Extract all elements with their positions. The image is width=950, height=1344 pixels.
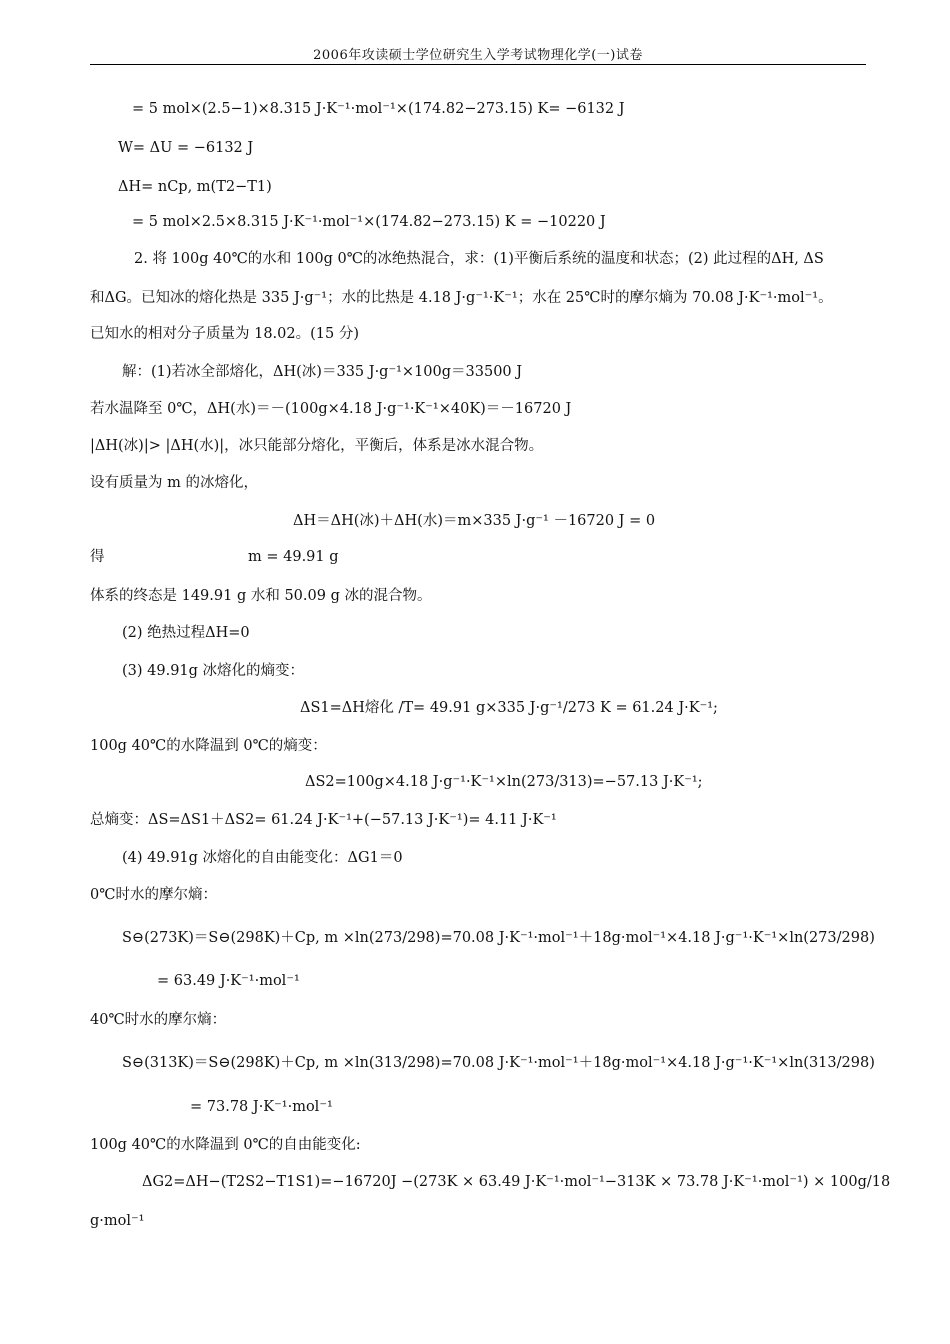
page-header: 2006年攻读硕士学位研究生入学考试物理化学(一)试卷 [313,48,643,63]
text-line: ΔG2=ΔH−(T2S2−T1S1)=−16720J −(273K × 63.49 J·K⁻¹·mol⁻¹−313K × 73.78 J·K⁻¹·mol⁻¹) × 100g/18 [142,1174,891,1190]
text-line: m = 49.91 g [248,549,339,565]
text-line: (2) 绝热过程ΔH=0 [122,625,250,641]
text-line: (4) 49.91g 冰熔化的自由能变化：ΔG1＝0 [122,850,403,866]
text-line: 100g 40℃的水降温到 0℃的熵变： [90,738,327,754]
text-line: 得 [90,549,105,565]
text-line: 若水温降至 0℃，ΔH(水)＝－(100g×4.18 J·g⁻¹·K⁻¹×40K)＝－16720 J [90,401,572,417]
text-line: (3) 49.91g 冰熔化的熵变： [122,663,305,679]
text-line: 设有质量为 m 的冰熔化， [90,475,258,491]
text-line: = 5 mol×(2.5−1)×8.315 J·K⁻¹·mol⁻¹×(174.82−273.15) K= −6132 J [132,101,625,117]
text-line: 100g 40℃的水降温到 0℃的自由能变化: [90,1137,361,1153]
text-line: 已知水的相对分子质量为 18.02。(15 分) [90,326,359,342]
text-line: S⊖(273K)＝S⊖(298K)＋Cp, m ×ln(273/298)=70.08 J·K⁻¹·mol⁻¹＋18g·mol⁻¹×4.18 J·g⁻¹·K⁻¹×ln(273/298) [122,930,875,946]
text-line: W= ΔU = −6132 J [118,140,254,156]
text-line: 0℃时水的摩尔熵： [90,887,217,903]
header-rule [90,64,866,65]
text-line: 总熵变：ΔS=ΔS1＋ΔS2= 61.24 J·K⁻¹+(−57.13 J·K⁻¹)= 4.11 J·K⁻¹ [90,812,557,828]
text-line: S⊖(313K)＝S⊖(298K)＋Cp, m ×ln(313/298)=70.08 J·K⁻¹·mol⁻¹＋18g·mol⁻¹×4.18 J·g⁻¹·K⁻¹×ln(313/298) [122,1055,875,1071]
text-line: g·mol⁻¹ [90,1213,145,1229]
text-line: 和ΔG。已知冰的熔化热是 335 J·g⁻¹；水的比热是 4.18 J·g⁻¹·K⁻¹；水在 25℃时的摩尔熵为 70.08 J·K⁻¹·mol⁻¹。 [90,290,833,306]
text-line: = 5 mol×2.5×8.315 J·K⁻¹·mol⁻¹×(174.82−273.15) K = −10220 J [132,214,606,230]
text-line: ΔH＝ΔH(冰)＋ΔH(水)＝m×335 J·g⁻¹ －16720 J = 0 [293,513,656,529]
text-line: ΔH= nCp, m(T2−T1) [118,179,272,195]
text-line: = 73.78 J·K⁻¹·mol⁻¹ [190,1099,333,1115]
text-line: 解：(1)若冰全部熔化，ΔH(冰)＝335 J·g⁻¹×100g＝33500 J [122,364,523,380]
text-line: 40℃时水的摩尔熵： [90,1012,227,1028]
text-line: 体系的终态是 149.91 g 水和 50.09 g 冰的混合物。 [90,588,432,604]
text-line: 2. 将 100g 40℃的水和 100g 0℃的冰绝热混合，求：(1)平衡后系统的温度和状态；(2) 此过程的ΔH, ΔS [134,251,824,267]
text-line: ΔS2=100g×4.18 J·g⁻¹·K⁻¹×ln(273/313)=−57.13 J·K⁻¹; [305,774,703,790]
text-line: ΔS1=ΔH熔化 /T= 49.91 g×335 J·g⁻¹/273 K = 61.24 J·K⁻¹; [300,700,718,716]
text-line: = 63.49 J·K⁻¹·mol⁻¹ [157,973,300,989]
text-line: |ΔH(冰)|> |ΔH(水)|，冰只能部分熔化，平衡后，体系是冰水混合物。 [90,438,544,454]
